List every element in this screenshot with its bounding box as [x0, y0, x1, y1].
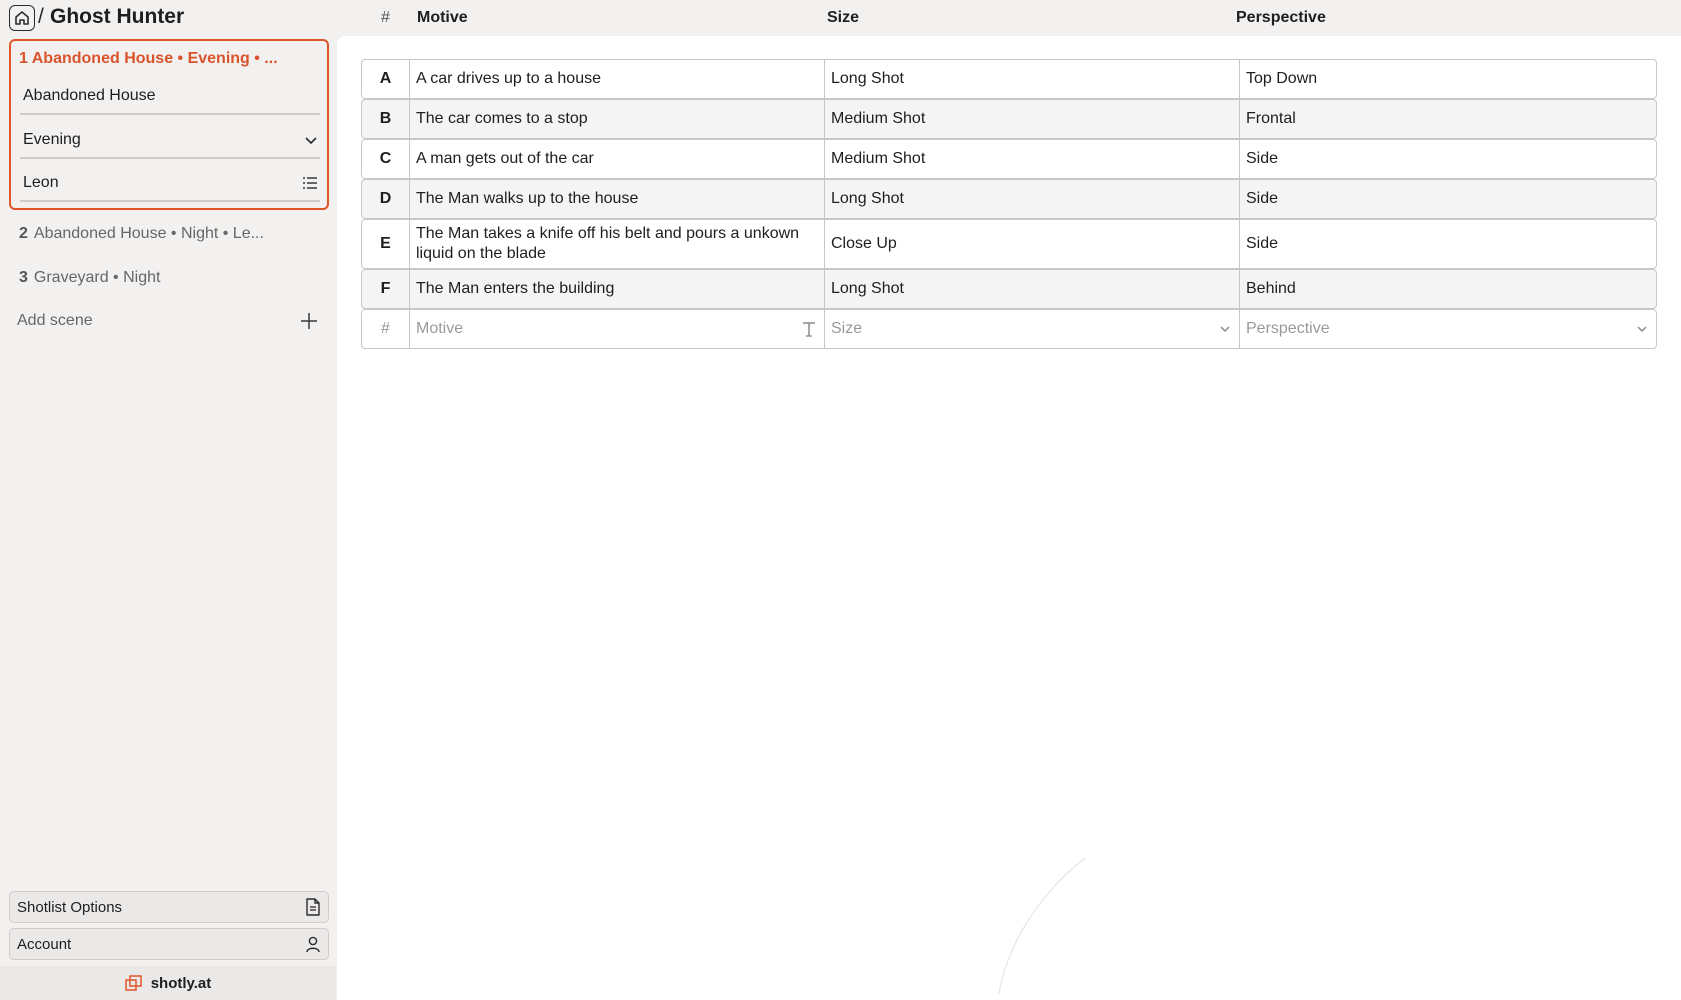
motive-cell[interactable]: A man gets out of the car [410, 140, 825, 178]
perspective-select[interactable] [1240, 310, 1656, 348]
top-bar [0, 0, 1681, 36]
motive-input[interactable] [410, 310, 825, 348]
table-row[interactable] [361, 139, 1657, 179]
motive-placeholder: Motive [416, 320, 464, 337]
new-shot-row[interactable] [361, 309, 1657, 349]
account-label: Account [17, 935, 72, 953]
column-header-number: # [381, 9, 390, 26]
time-select[interactable] [20, 123, 320, 159]
table-row[interactable] [361, 99, 1657, 139]
size-select[interactable] [825, 310, 1240, 348]
table-row[interactable] [361, 179, 1657, 219]
perspective-cell[interactable]: Side [1246, 190, 1279, 207]
document-icon [305, 898, 321, 916]
list-icon[interactable] [302, 176, 318, 190]
chevron-down-icon [1636, 323, 1648, 335]
user-icon [305, 935, 321, 953]
character-field[interactable] [20, 166, 320, 202]
brand-name: shotly.at [150, 974, 212, 992]
scene-number: 2 [19, 225, 28, 242]
shot-id: D [362, 180, 410, 218]
plus-icon[interactable] [298, 310, 320, 332]
perspective-cell[interactable]: Side [1246, 235, 1279, 252]
scene-number: 3 [19, 269, 28, 286]
shot-id: B [362, 100, 410, 138]
perspective-placeholder: Perspective [1246, 320, 1330, 337]
scene-label: Abandoned House • Night • Le... [33, 225, 264, 242]
column-header-perspective: Perspective [1236, 9, 1326, 26]
main-panel [337, 36, 1681, 1000]
scene-item[interactable] [19, 225, 264, 243]
table-row[interactable] [361, 59, 1657, 99]
size-cell[interactable]: Long Shot [825, 270, 1240, 308]
motive-cell[interactable]: A car drives up to a house [410, 60, 825, 98]
location-field[interactable] [20, 79, 320, 115]
shotlist-options-label: Shotlist Options [17, 898, 123, 916]
home-button[interactable] [9, 5, 35, 31]
sidebar [0, 36, 336, 1000]
motive-cell[interactable]: The Man takes a knife off his belt and pours a unkown liquid on the blade [410, 220, 825, 268]
scene-item[interactable] [19, 269, 160, 287]
active-scene-card[interactable] [9, 39, 329, 210]
perspective-cell[interactable]: Side [1246, 150, 1279, 167]
size-cell[interactable]: Close Up [825, 220, 1240, 268]
scene-label: Graveyard • Night [33, 269, 161, 286]
new-shot-id: # [362, 310, 410, 348]
perspective-cell[interactable]: Frontal [1246, 110, 1296, 127]
shot-id: E [362, 220, 410, 268]
size-placeholder: Size [831, 320, 863, 337]
motive-cell[interactable]: The car comes to a stop [410, 100, 825, 138]
shot-table [361, 59, 1657, 349]
shotly-logo-icon [125, 975, 143, 991]
project-title: Ghost Hunter [50, 5, 185, 28]
column-header-size: Size [827, 9, 860, 26]
size-cell[interactable]: Long Shot [825, 180, 1240, 218]
shot-id: C [362, 140, 410, 178]
size-cell[interactable]: Long Shot [825, 60, 1240, 98]
size-cell[interactable]: Medium Shot [825, 140, 1240, 178]
home-icon [14, 10, 30, 26]
table-row[interactable] [361, 219, 1657, 269]
character-value: Leon [23, 174, 59, 191]
perspective-cell[interactable]: Top Down [1246, 70, 1318, 87]
motive-cell[interactable]: The Man walks up to the house [410, 180, 825, 218]
perspective-cell[interactable]: Behind [1246, 280, 1296, 297]
size-cell[interactable]: Medium Shot [825, 100, 1240, 138]
shotlist-options-button[interactable] [9, 891, 329, 923]
location-value: Abandoned House [23, 87, 156, 104]
chevron-down-icon [304, 133, 318, 147]
brand-footer[interactable] [0, 966, 336, 1000]
shot-id: F [362, 270, 410, 308]
decorative-curve [997, 856, 1087, 996]
time-value: Evening [23, 131, 81, 148]
text-icon [802, 321, 816, 337]
active-scene-title[interactable]: 1 Abandoned House • Evening • ... [19, 50, 278, 67]
chevron-down-icon [1219, 323, 1231, 335]
breadcrumb-separator: / [38, 5, 44, 28]
shot-id: A [362, 60, 410, 98]
column-header-motive: Motive [417, 9, 468, 26]
table-row[interactable] [361, 269, 1657, 309]
motive-cell[interactable]: The Man enters the building [410, 270, 825, 308]
account-button[interactable] [9, 928, 329, 960]
add-scene-label[interactable]: Add scene [17, 312, 93, 329]
